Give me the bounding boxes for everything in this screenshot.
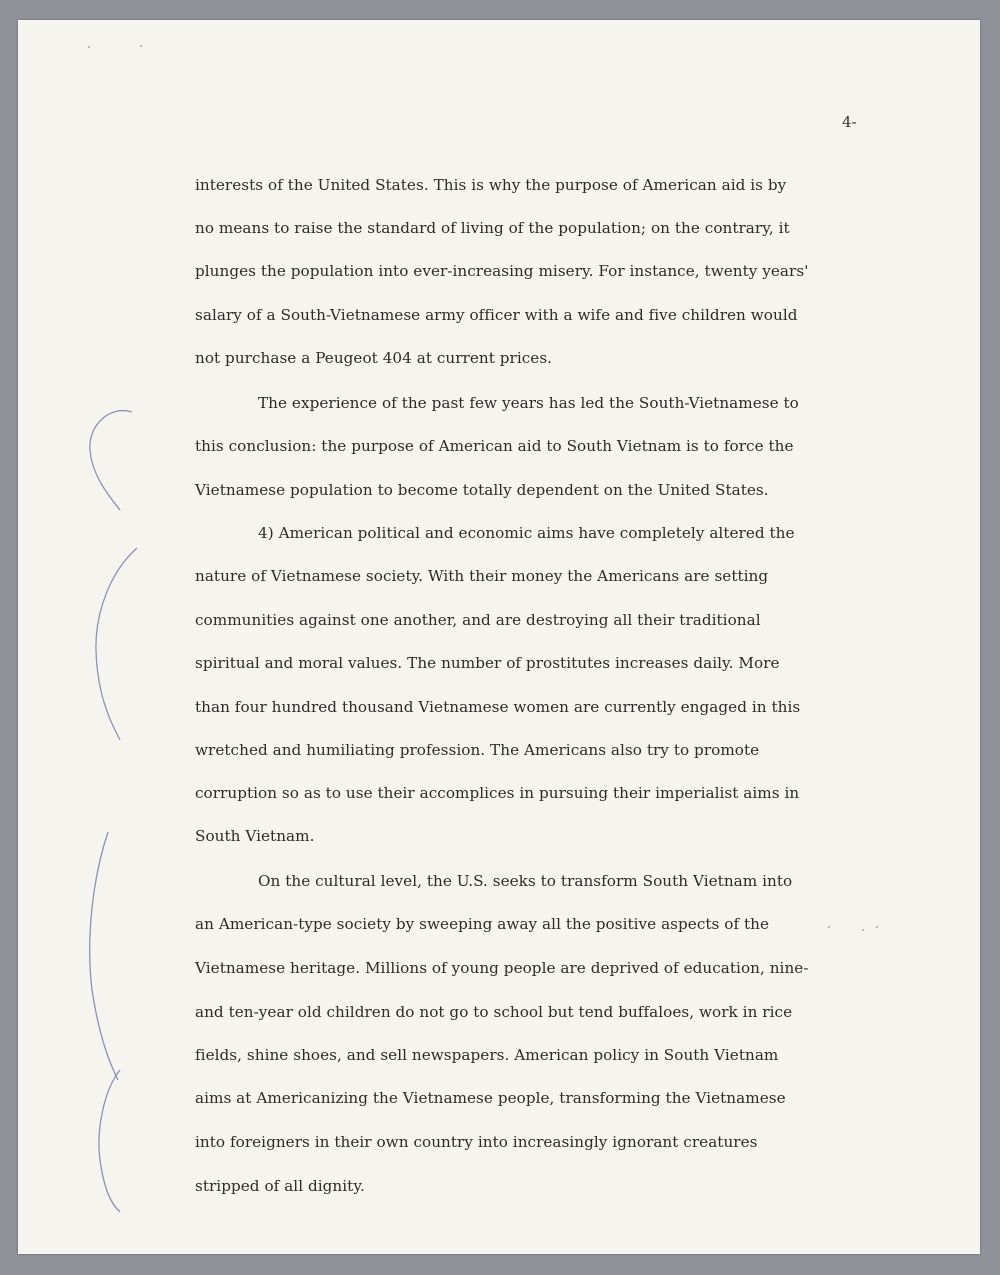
paper-speck — [88, 46, 90, 48]
text-line: plunges the population into ever-increasing misery. For instance, twenty years' — [195, 262, 809, 280]
text-line: 4) American political and economic aims have completely altered the — [258, 524, 795, 542]
pencil-bracket-mark — [96, 548, 137, 740]
paper-speck — [828, 926, 830, 928]
text-line: this conclusion: the purpose of American aid to South Vietnam is to force the — [195, 437, 794, 455]
pencil-bracket-mark — [99, 1070, 120, 1212]
text-line: nature of Vietnamese society. With their money the Americans are setting — [195, 567, 769, 585]
pencil-bracket-mark — [90, 832, 118, 1080]
text-line: aims at Americanizing the Vietnamese people, transforming the Vietnamese — [195, 1089, 786, 1107]
text-line: stripped of all dignity. — [195, 1177, 365, 1195]
paper-speck — [862, 929, 864, 931]
text-line: The experience of the past few years has led the South-Vietnamese to — [258, 394, 799, 412]
text-line: not purchase a Peugeot 404 at current prices. — [195, 349, 553, 367]
text-line: corruption so as to use their accomplices in pursuing their imperialist aims in — [195, 784, 800, 802]
text-line: salary of a South-Vietnamese army officer with a wife and five children would — [195, 306, 798, 324]
paper-speck — [140, 45, 142, 47]
text-line: than four hundred thousand Vietnamese women are currently engaged in this — [195, 698, 801, 716]
text-line: communities against one another, and are destroying all their traditional — [195, 611, 761, 629]
text-line: spiritual and moral values. The number of prostitutes increases daily. More — [195, 654, 780, 672]
text-line: an American-type society by sweeping away all the positive aspects of the — [195, 915, 770, 933]
page-number: 4- — [842, 113, 857, 131]
text-line: On the cultural level, the U.S. seeks to transform South Vietnam into — [258, 872, 793, 890]
text-line: Vietnamese population to become totally dependent on the United States. — [195, 481, 769, 499]
paper-speck — [876, 926, 878, 928]
text-line: no means to raise the standard of living of the population; on the contrary, it — [195, 219, 790, 237]
text-line: and ten-year old children do not go to school but tend buffaloes, work in rice — [195, 1003, 793, 1021]
text-line: South Vietnam. — [195, 827, 315, 845]
text-line: fields, shine shoes, and sell newspapers. American policy in South Vietnam — [195, 1046, 779, 1064]
text-line: Vietnamese heritage. Millions of young people are deprived of education, nine- — [195, 959, 809, 977]
text-line: interests of the United States. This is why the purpose of American aid is by — [195, 176, 787, 194]
pencil-bracket-mark — [90, 411, 132, 510]
text-line: into foreigners in their own country into increasingly ignorant creatures — [195, 1133, 758, 1151]
text-line: wretched and humiliating profession. The Americans also try to promote — [195, 741, 760, 759]
